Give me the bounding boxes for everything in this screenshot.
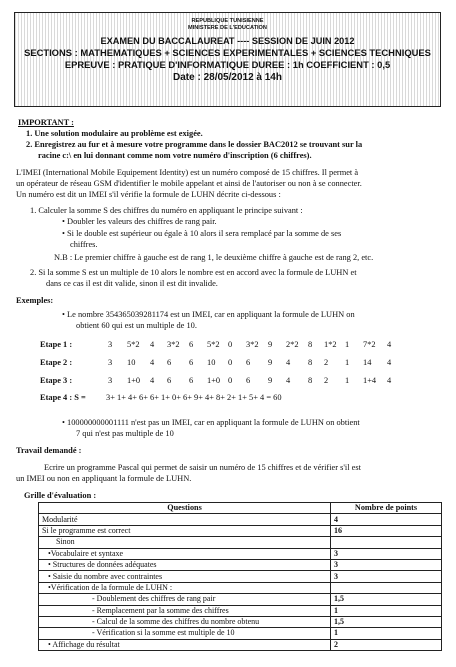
etape2-digit: 0 — [228, 358, 233, 367]
grid-col-questions: Questions — [39, 503, 331, 514]
travail-title: Travail demandé : — [16, 446, 82, 455]
etape2-digit: 1 — [345, 358, 350, 367]
grid-question: - Doublement des chiffres de rang pair — [39, 594, 331, 605]
rule-1: 1. Calculer la somme S des chiffres du numéro en appliquant le principe suivant : — [30, 206, 303, 215]
etape3-digit: 1+0 — [127, 376, 141, 385]
etape2-digit: 4 — [150, 358, 155, 367]
etape2-digit: 10 — [207, 358, 216, 367]
etape1-digit: 1 — [345, 340, 350, 349]
etape2-digit: 3 — [108, 358, 113, 367]
etape1-digit: 5*2 — [127, 340, 140, 349]
grid-row — [39, 628, 442, 639]
etape1-digit: 6 — [189, 340, 194, 349]
header-epreuve: EPREUVE : PRATIQUE D'INFORMATIQUE DUREE : 1h COEFFICIENT : 0,5 — [64, 59, 391, 70]
grid-row — [39, 514, 442, 525]
etape1-digit: 4 — [387, 340, 392, 349]
etape1-digit: 9 — [268, 340, 273, 349]
etape3-digit: 1+4 — [363, 376, 377, 385]
grid-row — [39, 594, 442, 605]
grille-title: Grille d'évaluation : — [24, 491, 97, 500]
grid-points: 2 — [331, 639, 442, 650]
header-ministry: MINISTERE DE L'EDUCATION — [188, 25, 267, 31]
rule-1-bullet-1: • Doubler les valeurs des chiffres de rang pair. — [62, 217, 217, 226]
grid-row — [39, 605, 442, 616]
important-item-2-cont: racine c:\ en lui donnant comme nom votre numéro d'inscription (6 chiffres). — [38, 151, 312, 160]
grid-question: •Vocabulaire et syntaxe — [39, 548, 331, 559]
etape1-digit: 2*2 — [286, 340, 299, 349]
grid-question: - Vérification si la somme est multiple de 10 — [39, 628, 331, 639]
header-exam: EXAMEN DU BACCALAUREAT ---- SESSION DE JUIN 2012 — [100, 36, 355, 46]
etape3-digit: 2 — [324, 376, 329, 385]
etape2-digit: 6 — [189, 358, 194, 367]
grid-points: 3 — [331, 571, 442, 582]
etape2-digit: 6 — [246, 358, 251, 367]
grid-points: 3 — [331, 548, 442, 559]
etape2-digit: 6 — [167, 358, 172, 367]
grid-question: • Structures de données adéquates — [39, 559, 331, 570]
etape-4-label: Etape 4 : S = — [40, 393, 86, 402]
etape2-digit: 4 — [286, 358, 291, 367]
etape3-digit: 6 — [167, 376, 172, 385]
grid-row — [39, 537, 442, 548]
rule-2: 2. Si la somme S est un multiple de 10 alors le nombre est en accord avec la formule de LUHN et — [30, 268, 357, 277]
examples-title: Exemples: — [16, 296, 54, 305]
etape1-digit: 8 — [308, 340, 313, 349]
grid-col-points: Nombre de points — [331, 503, 442, 514]
example-2-line-2: 7 qui n'est pas multiple de 10 — [76, 429, 174, 438]
etape1-digit: 5*2 — [207, 340, 220, 349]
etape-1-label: Etape 1 : — [40, 340, 73, 349]
grid-question: • Affichage du résultat — [39, 639, 331, 650]
etape2-digit: 2 — [324, 358, 329, 367]
grid-row — [39, 616, 442, 627]
important-item-2: 2. Enregistrez au fur et à mesure votre programme dans le dossier BAC2012 se trouvant sur la — [26, 140, 363, 149]
grid-row — [39, 548, 442, 559]
grid-question: Modularité — [39, 514, 331, 525]
etape1-digit: 4 — [150, 340, 155, 349]
etape3-digit: 6 — [246, 376, 251, 385]
etape3-digit: 0 — [228, 376, 233, 385]
example-2-line-1: • 100000000001111 n'est pas un IMEI, car en appliquant la formule de LUHN on obtient — [62, 418, 360, 427]
grid-row — [39, 525, 442, 536]
etape-2-label: Etape 2 : — [40, 358, 73, 367]
etape3-digit: 1+0 — [207, 376, 221, 385]
exam-header — [14, 12, 441, 107]
etape3-digit: 9 — [268, 376, 273, 385]
grid-row — [39, 582, 442, 593]
rule-1-bullet-2: • Si le double est supérieur ou égale à 10 alors il sera remplacé par la somme de ses — [62, 229, 342, 238]
etape3-digit: 3 — [108, 376, 113, 385]
etape1-digit: 3*2 — [167, 340, 180, 349]
etape3-digit: 6 — [189, 376, 194, 385]
grid-points: 4 — [331, 514, 442, 525]
etape2-digit: 14 — [363, 358, 372, 367]
grid-points — [331, 582, 442, 593]
etape2-digit: 9 — [268, 358, 273, 367]
intro-line-2: un opérateur de réseau GSM d'identifier le mobile appelant et ainsi de l'autoriser ou non à se connecter. — [16, 179, 362, 188]
etape3-digit: 1 — [345, 376, 350, 385]
etape3-digit: 4 — [286, 376, 291, 385]
grid-points — [331, 537, 442, 548]
etape3-digit: 4 — [150, 376, 155, 385]
important-title: IMPORTANT : — [18, 118, 74, 127]
grid-question: - Calcul de la somme des chiffres du nombre obtenu — [39, 616, 331, 627]
etape2-digit: 8 — [308, 358, 313, 367]
rule-2-cont: dans ce cas il est dit valide, sinon il est dit invalide. — [46, 279, 218, 288]
grid-row — [39, 639, 442, 650]
grid-points: 1,5 — [331, 594, 442, 605]
rule-nb: N.B : Le premier chiffre à gauche est de rang 1, le deuxième chiffre à gauche est de rang 2, etc. — [54, 253, 374, 262]
header-country: REPUBLIQUE TUNISIENNE — [191, 18, 264, 24]
travail-line-1: Ecrire un programme Pascal qui permet de saisir un numéro de 15 chiffres et de vérifier s'il est — [44, 463, 361, 472]
etape-4-sum: 3+ 1+ 4+ 6+ 6+ 1+ 0+ 6+ 9+ 4+ 8+ 2+ 1+ 5+ 4 = 60 — [106, 393, 282, 402]
etape2-digit: 10 — [127, 358, 136, 367]
evaluation-grid — [38, 502, 442, 651]
etape1-digit: 7*2 — [363, 340, 376, 349]
etape1-digit: 0 — [228, 340, 233, 349]
grid-row — [39, 571, 442, 582]
etape3-digit: 8 — [308, 376, 313, 385]
etape-3-label: Etape 3 : — [40, 376, 73, 385]
header-date: Date : 28/05/2012 à 14h — [173, 72, 282, 83]
etape1-digit: 1*2 — [324, 340, 337, 349]
etape2-digit: 4 — [387, 358, 392, 367]
grid-points: 1 — [331, 605, 442, 616]
important-item-1: 1. Une solution modulaire au problème est exigée. — [26, 129, 203, 138]
etape1-digit: 3 — [108, 340, 113, 349]
grid-question: - Remplacement par la somme des chiffres — [39, 605, 331, 616]
example-1-line-2: obtient 60 qui est un multiple de 10. — [76, 321, 197, 330]
travail-line-2: un IMEI ou non en appliquant la formule de LUHN. — [16, 474, 192, 483]
etape1-digit: 3*2 — [246, 340, 259, 349]
grid-row — [39, 559, 442, 570]
grid-points: 3 — [331, 559, 442, 570]
grid-points: 1,5 — [331, 616, 442, 627]
etape3-digit: 4 — [387, 376, 392, 385]
intro-line-1: L'IMEI (International Mobile Equipement Identity) est un numéro composé de 15 chiffres. Il permet à — [16, 168, 359, 177]
grid-points: 16 — [331, 525, 442, 536]
grid-question: • Saisie du nombre avec contraintes — [39, 571, 331, 582]
header-sections: SECTIONS : MATHEMATIQUES + SCIENCES EXPERIMENTALES + SCIENCES TECHNIQUES — [24, 47, 431, 58]
grid-question: Sinon — [39, 537, 331, 548]
example-1-line-1: • Le nombre 354365039281174 est un IMEI, car en appliquant la formule de LUHN on — [62, 310, 355, 319]
rule-1-bullet-2-cont: chiffres. — [70, 240, 98, 249]
grid-question: •Vérification de la formule de LUHN : — [39, 582, 331, 593]
grid-question: Si le programme est correct — [39, 525, 331, 536]
grid-points: 1 — [331, 628, 442, 639]
intro-line-3: Un numéro est dit un IMEI s'il vérifie la formule de LUHN décrite ci-dessous : — [16, 190, 281, 199]
